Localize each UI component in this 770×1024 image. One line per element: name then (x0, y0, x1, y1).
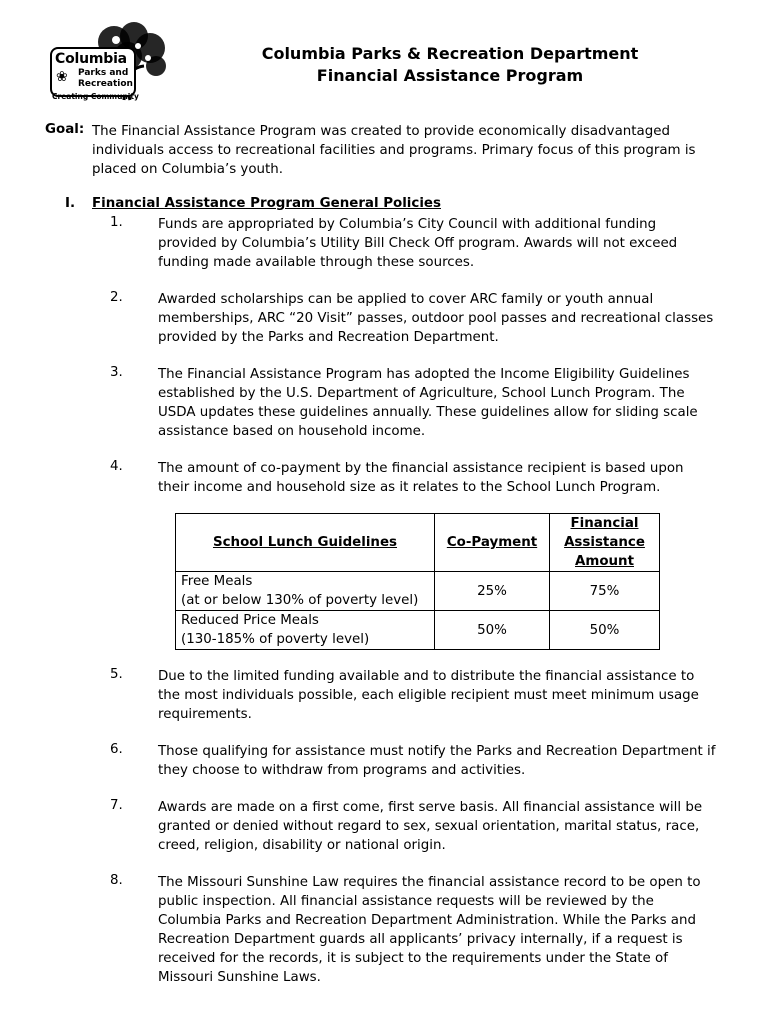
page-title: Columbia Parks & Recreation Department (261, 44, 639, 63)
policy-item: Awarded scholarships can be applied to cover ARC family or youth annual memberships, ARC “20 Visit” passes, outdoor pool passes and recreational classes provided by the Parks and Recreation Department. (158, 292, 714, 345)
table-header: Co-Payment (435, 514, 550, 572)
section-number: I. (65, 196, 76, 211)
policy-item: The Missouri Sunshine Law requires the financial assistance record to be open to public inspection. All financial assistance requests will be reviewed by the Columbia Parks and Recreation Department Administration. While the Parks and Recreation Department guards all applicants’ privacy internally, if a request is received for the records, it is subject to the requirements under the State of Missouri Sunshine Laws. (158, 875, 701, 985)
item-number: 2. (110, 290, 123, 305)
guideline-detail: (at or below 130% of poverty level) (181, 593, 419, 608)
table-cell-assist: 50% (550, 611, 660, 650)
policy-item: Funds are appropriated by Columbia’s City Council with additional funding provided by Columbia’s Utility Bill Check Off program. Awards will not exceed funding made available through these sources. (158, 217, 678, 270)
logo-tagline: Creating Community (52, 92, 139, 101)
table-row (176, 572, 660, 611)
item-number: 3. (110, 365, 123, 380)
page-subtitle: Financial Assistance Program (316, 66, 584, 85)
goal-text: The Financial Assistance Program was created to provide economically disadvantaged individuals access to recreational facilities and programs. Primary focus of this program is placed on Columbia’s youth. (92, 124, 696, 177)
item-number: 1. (110, 215, 123, 230)
guideline-detail: (130-185% of poverty level) (181, 632, 370, 647)
logo-line1: Parks and (78, 68, 129, 78)
goal-label: Goal: (45, 122, 85, 137)
table-cell-guideline (176, 611, 435, 650)
policy-item: Awards are made on a first come, first serve basis. All financial assistance will be granted or denied without regard to sex, sexual orientation, marital status, race, creed, religion, disability or national origin. (158, 800, 703, 853)
guideline-name: Reduced Price Meals (181, 613, 319, 628)
item-number: 6. (110, 742, 123, 757)
logo-name: Columbia (55, 51, 127, 67)
item-number: 7. (110, 798, 123, 813)
policy-item: Due to the limited funding available and to distribute the financial assistance to the most individuals possible, each eligible recipient must meet minimum usage requirements. (158, 669, 699, 722)
logo-line2: Recreation (78, 79, 133, 89)
logo-badge (50, 47, 136, 97)
policy-item: The Financial Assistance Program has adopted the Income Eligibility Guidelines established by the U.S. Department of Agriculture, School Lunch Program. The USDA updates these guidelines annually. These guidelines allow for sliding scale assistance based on household income. (158, 367, 698, 439)
copayment-table (175, 513, 660, 650)
policy-item: The amount of co-payment by the financial assistance recipient is based upon their income and household size as it relates to the School Lunch Program. (158, 461, 684, 495)
table-header: School Lunch Guidelines (176, 514, 435, 572)
table-header-row (176, 514, 660, 572)
item-number: 8. (110, 873, 123, 888)
logo (50, 22, 170, 104)
table-row (176, 611, 660, 650)
item-number: 5. (110, 667, 123, 682)
table-cell-copay: 25% (435, 572, 550, 611)
guideline-name: Free Meals (181, 574, 253, 589)
table-cell-guideline (176, 572, 435, 611)
table-header: Financial Assistance Amount (550, 514, 660, 572)
item-number: 4. (110, 459, 123, 474)
leaf-icon: ❀ (56, 69, 68, 85)
section-title: Financial Assistance Program General Policies (92, 196, 441, 211)
table-cell-assist: 75% (550, 572, 660, 611)
table-cell-copay: 50% (435, 611, 550, 650)
policy-item: Those qualifying for assistance must notify the Parks and Recreation Department if they choose to withdraw from programs and activities. (158, 744, 716, 778)
